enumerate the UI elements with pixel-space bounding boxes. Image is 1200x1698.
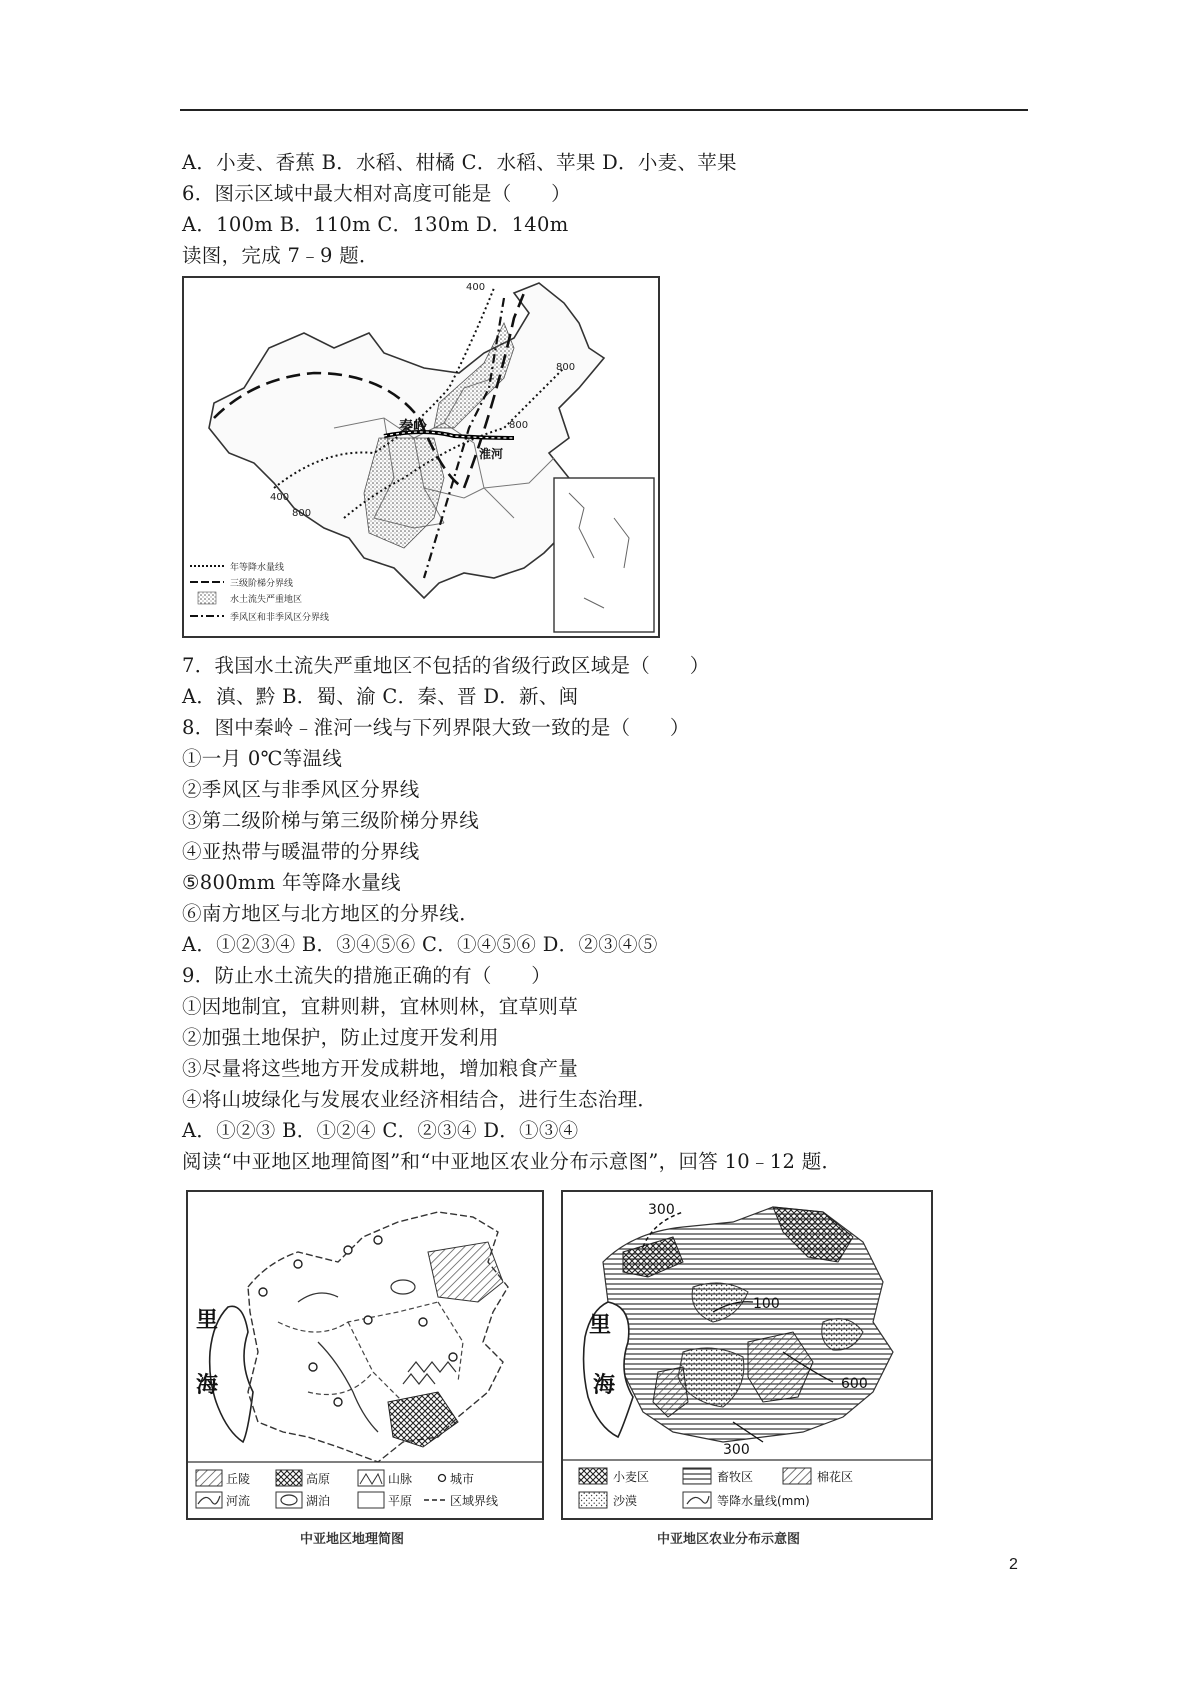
isohyet-label-800-east: 800	[556, 362, 576, 373]
header-rule	[180, 109, 1028, 111]
q6-stem: 6．图示区域中最大相对高度可能是（ ）	[182, 182, 571, 205]
central-asia-agri-map	[561, 1190, 933, 1520]
isohyet-label-400-north: 400	[466, 282, 486, 293]
china-map-legend	[190, 561, 329, 623]
q6-options: A．100m B．110m C．130m D．140m	[182, 213, 569, 236]
isohyet-label-400-west: 400	[270, 492, 290, 503]
q8-item-4: ④亚热带与暖温带的分界线	[182, 840, 420, 863]
page-number: 2	[1009, 1556, 1018, 1573]
q9-stem: 9．防止水土流失的措施正确的有（ ）	[182, 964, 552, 987]
q5-options: A．小麦、香蕉 B．水稻、柑橘 C．水稻、苹果 D．小麦、苹果	[182, 151, 737, 174]
qinling-label: 秦岭	[399, 419, 427, 435]
china-map-figure	[182, 276, 660, 638]
read-map-instruction: 读图，完成 7﹣9 题．	[182, 244, 379, 267]
svg-text:畜牧区: 畜牧区	[717, 1470, 754, 1484]
plateau-south	[388, 1392, 458, 1447]
geo-map-legend	[196, 1470, 498, 1508]
q9-item-4: ④将山坡绿化与发展农业经济相结合，进行生态治理．	[182, 1088, 658, 1111]
plateau-northeast	[428, 1242, 503, 1302]
contour-label-100: 100	[753, 1296, 780, 1312]
isohyet-label-800-west: 800	[292, 508, 312, 519]
q8-item-2: ②季风区与非季风区分界线	[182, 778, 420, 801]
svg-text:水土流失严重地区: 水土流失严重地区	[230, 595, 303, 605]
agri-map-legend	[579, 1468, 853, 1508]
huaihe-label: 淮河	[479, 447, 504, 461]
south-china-sea-inset	[554, 478, 654, 632]
svg-text:棉花区: 棉花区	[817, 1470, 854, 1484]
contour-label-300-south: 300	[723, 1442, 750, 1458]
caspian-char-1: 里	[589, 1313, 612, 1338]
caspian-char-1: 里	[196, 1308, 219, 1333]
svg-text:湖泊: 湖泊	[306, 1494, 331, 1508]
q9-options: A．①②③ B．①②④ C．②③④ D．①③④	[182, 1119, 579, 1142]
q8-item-5: ⑤800mm 年等降水量线	[182, 871, 401, 894]
q8-item-6: ⑥南方地区与北方地区的分界线．	[182, 902, 480, 925]
svg-text:河流: 河流	[226, 1494, 251, 1508]
q7-options: A．滇、黔 B．蜀、渝 C．秦、晋 D．新、闽	[182, 685, 579, 708]
svg-text:沙漠: 沙漠	[613, 1494, 638, 1508]
q9-item-2: ②加强土地保护，防止过度开发利用	[182, 1026, 499, 1049]
central-asia-geo-map	[186, 1190, 544, 1520]
geo-map-caption: 中亚地区地理简图	[300, 1532, 405, 1547]
svg-text:小麦区: 小麦区	[613, 1470, 650, 1484]
agri-map-caption: 中亚地区农业分布示意图	[657, 1532, 801, 1547]
q8-item-3: ③第二级阶梯与第三级阶梯分界线	[182, 809, 480, 832]
caspian-char-2: 海	[196, 1373, 219, 1398]
svg-text:年等降水量线: 年等降水量线	[230, 563, 285, 573]
q7-stem: 7．我国水土流失严重地区不包括的省级行政区域是（ ）	[182, 654, 710, 677]
svg-text:区域界线: 区域界线	[450, 1494, 499, 1508]
q9-item-3: ③尽量将这些地方开发成耕地，增加粮食产量	[182, 1057, 579, 1080]
svg-text:季风区和非季风区分界线: 季风区和非季风区分界线	[230, 613, 330, 623]
svg-text:丘陵: 丘陵	[226, 1472, 251, 1486]
svg-text:山脉: 山脉	[388, 1472, 413, 1486]
q9-item-1: ①因地制宜，宜耕则耕，宜林则林，宜草则草	[182, 995, 579, 1018]
q8-options: A．①②③④ B．③④⑤⑥ C．①④⑤⑥ D．②③④⑤	[182, 933, 658, 956]
q8-item-1: ①一月 0℃等温线	[182, 747, 343, 770]
q8-stem: 8．图中秦岭﹣淮河一线与下列界限大致一致的是（ ）	[182, 716, 690, 739]
contour-label-600: 600	[841, 1376, 868, 1392]
svg-text:高原: 高原	[306, 1472, 331, 1486]
contour-label-300-north: 300	[648, 1202, 675, 1218]
read-central-asia-instruction: 阅读“中亚地区地理简图”和“中亚地区农业分布示意图”，回答 10﹣12 题．	[182, 1150, 842, 1173]
isohyet-label-800-central: 800	[509, 420, 529, 431]
svg-text:城市: 城市	[450, 1472, 475, 1486]
svg-text:等降水量线(mm): 等降水量线(mm)	[717, 1494, 810, 1508]
svg-text:平原: 平原	[388, 1494, 413, 1508]
svg-text:三级阶梯分界线: 三级阶梯分界线	[230, 579, 294, 589]
caspian-char-2: 海	[593, 1373, 616, 1398]
